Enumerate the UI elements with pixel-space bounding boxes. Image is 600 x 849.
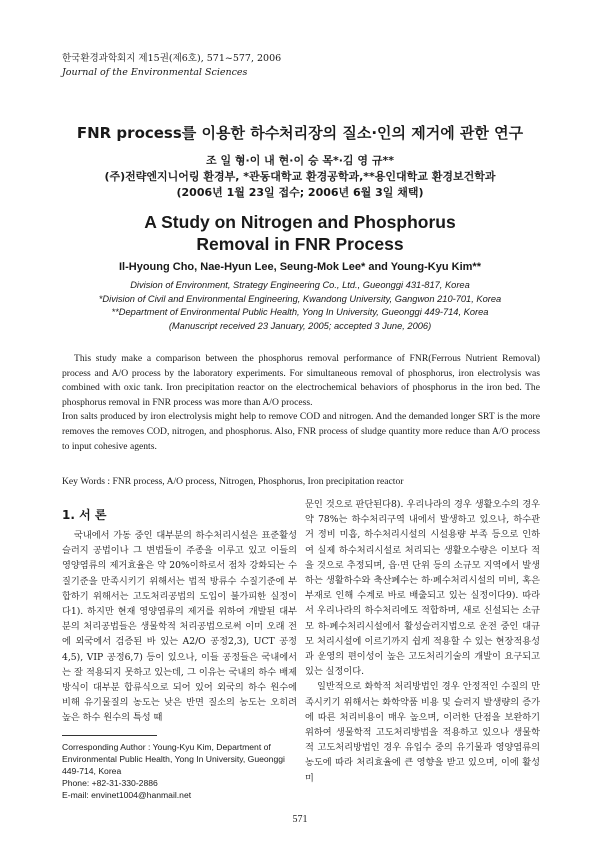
- affiliations-en: [0, 279, 600, 333]
- abstract: [62, 352, 540, 454]
- journal-name-en: Journal of the Environmental Sciences: [62, 67, 248, 78]
- authors-block-ko: [0, 153, 600, 201]
- corresponding-line: Corresponding Author : Young-Kyu Kim, Department of: [62, 742, 271, 752]
- authors-ko: 조 일 형·이 내 현·이 승 목*·김 영 규**: [206, 154, 394, 167]
- affiliation-3: **Department of Environmental Public Health, Yong In University, Gueonggi 449-714, Korea: [111, 307, 489, 317]
- keywords: Key Words : FNR process, A/O process, Nitrogen, Phosphorus, Iron precipitation reactor: [62, 476, 404, 487]
- corresponding-line: Environmental Public Health, Yong In University, Gueonggi: [62, 754, 285, 764]
- journal-header: [62, 52, 281, 80]
- manuscript-dates: (Manuscript received 23 January, 2005; accepted 3 June, 2006): [168, 320, 432, 331]
- affiliations-ko: (주)전략엔지니어링 환경부, *관동대학교 환경공학과,**용인대학교 환경보건학과: [104, 170, 496, 183]
- abstract-paragraph-1: This study make a comparison between the phosphorus removal performance of FNR(Ferrous Nutrient Removal) process and A/O process by the laboratory experiments. For simultaneous removal of phosphorus, iron electrolysis was combined with oxic tank. Iron precipitation reactor on the electrochemical behaviors of phosphorus in the iron bed. The phosphorus removal in FNR process was more than A/O process.: [62, 353, 540, 408]
- body-paragraph: 국내에서 가동 중인 대부분의 하수처리시설은 표준활성슬러지 공법이나 그 변법들이 주종을 이루고 있고 이들의 영양염류의 제거효율은 약 20%이하로서 점차 강화되는 수질기준을 만족시키기 위해서는 법적 방류수 수질기준에 부합하기 위해서는 고도처리공법의 도입이 불가피한 실정이다1). 하지만 현재 영양염류의 제거를 위하여 개발된 대부분의 처리공법들은 생물학적 처리공법으로써 이미 오래 전에 외국에서 검증된 바 있는 A2/O 공정2,3), UCT 공정4,5), VIP 공정6,7) 등이 있으나, 이들 공정들은 국내에서는 잘 적용되지 못하고 있는데, 그 이유는 국내의 하수 배제 방식이 대부분 합류식으로 되어 있어 외국의 하수 원수에 비해 유기물질의 농도는 낮은 반면 질소의 농도는 오히려 높은 하수 원수의 특성 때: [62, 530, 297, 724]
- authors-en: Il-Hyoung Cho, Nae-Hyun Lee, Seung-Mok Lee* and Young-Kyu Kim**: [118, 261, 481, 273]
- corresponding-author-note: [62, 741, 297, 801]
- body-paragraph: 일반적으로 화학적 처리방법인 경우 안정적인 수질의 만족시키기 위해서는 화학약품 비용 및 슬러지 발생량의 증가에 따른 처리비용이 매우 높으며, 이러한 단점을 보완하기 위하여 생물학적 고도처리방법을 적용하고 있으나 생물학적 고도처리방법인 경우 유입수 중의 유기물과 영양염류의 농도에 따라 처리효율에 큰 영향을 받고 있으며, 이에 활성미: [305, 681, 540, 784]
- corresponding-phone: Phone: +82-31-330-2886: [62, 778, 158, 788]
- abstract-paragraph-2: Iron salts produced by iron electrolysis might help to remove COD and nitrogen. And the demanded longer SRT is the more removes the removes COD, nitrogen, and phosphorus. Also, FNR process of sludge quantity more reduce than A/O process to input cohesive agents.: [62, 411, 540, 452]
- journal-citation-ko: 한국환경과학회지 제15권(제6호), 571~577, 2006: [62, 53, 282, 64]
- paper-title-en: [0, 211, 600, 255]
- received-dates-ko: (2006년 1월 23일 접수; 2006년 6월 3일 채택): [176, 186, 424, 199]
- corresponding-line: 449-714, Korea: [62, 766, 122, 776]
- paper-title-ko: FNR process를 이용한 하수처리장의 질소·인의 제거에 관한 연구: [76, 124, 524, 142]
- affiliation-2: *Division of Civil and Environmental Engineering, Kwandong University, Gangwon 210-701, Korea: [98, 293, 502, 304]
- section-heading-introduction: 1. 서 론: [62, 508, 107, 522]
- corresponding-email: E-mail: envinet1004@hanmail.net: [62, 790, 192, 800]
- body-column-left: [62, 528, 297, 726]
- body-column-right: [305, 497, 540, 786]
- paper-title-en-line1: A Study on Nitrogen and Phosphorus: [144, 212, 456, 232]
- paper-title-en-line2: Removal in FNR Process: [196, 234, 404, 254]
- page-number: 571: [292, 814, 308, 825]
- affiliation-1: Division of Environment, Strategy Engineering Co., Ltd., Gueonggi 431-817, Korea: [130, 280, 470, 290]
- footnote-divider: [62, 735, 157, 736]
- body-paragraph: 문인 것으로 판단된다8). 우리나라의 경우 생활오수의 경우 약 78%는 하수처리구역 내에서 발생하고 있으나, 하수관거 정비 미흡, 하수처리시설의 시설용량 부족 등으로 인하여 실제 하수처리시설로 처리되는 생활오수량은 이보다 적을 것으로 추정되며, 읍·면 단위 등의 소규모 지역에서 발생하는 생활하수와 축산폐수는 하·폐수처리시설의 미비, 혹은 부재로 인해 수계로 바로 배출되고 있는 실정이다9). 따라서 우리나라의 하수처리에도 적합하며, 새로 신설되는 소규모 하·폐수처리시설에서 활성슬러지법으로 운전 중인 대규모 처리시설에 이르기까지 쉽게 적용할 수 있는 현장적용성과 운영의 편이성이 높은 고도처리기술의 개발이 요구되고 있는 실정이다.: [305, 499, 540, 678]
